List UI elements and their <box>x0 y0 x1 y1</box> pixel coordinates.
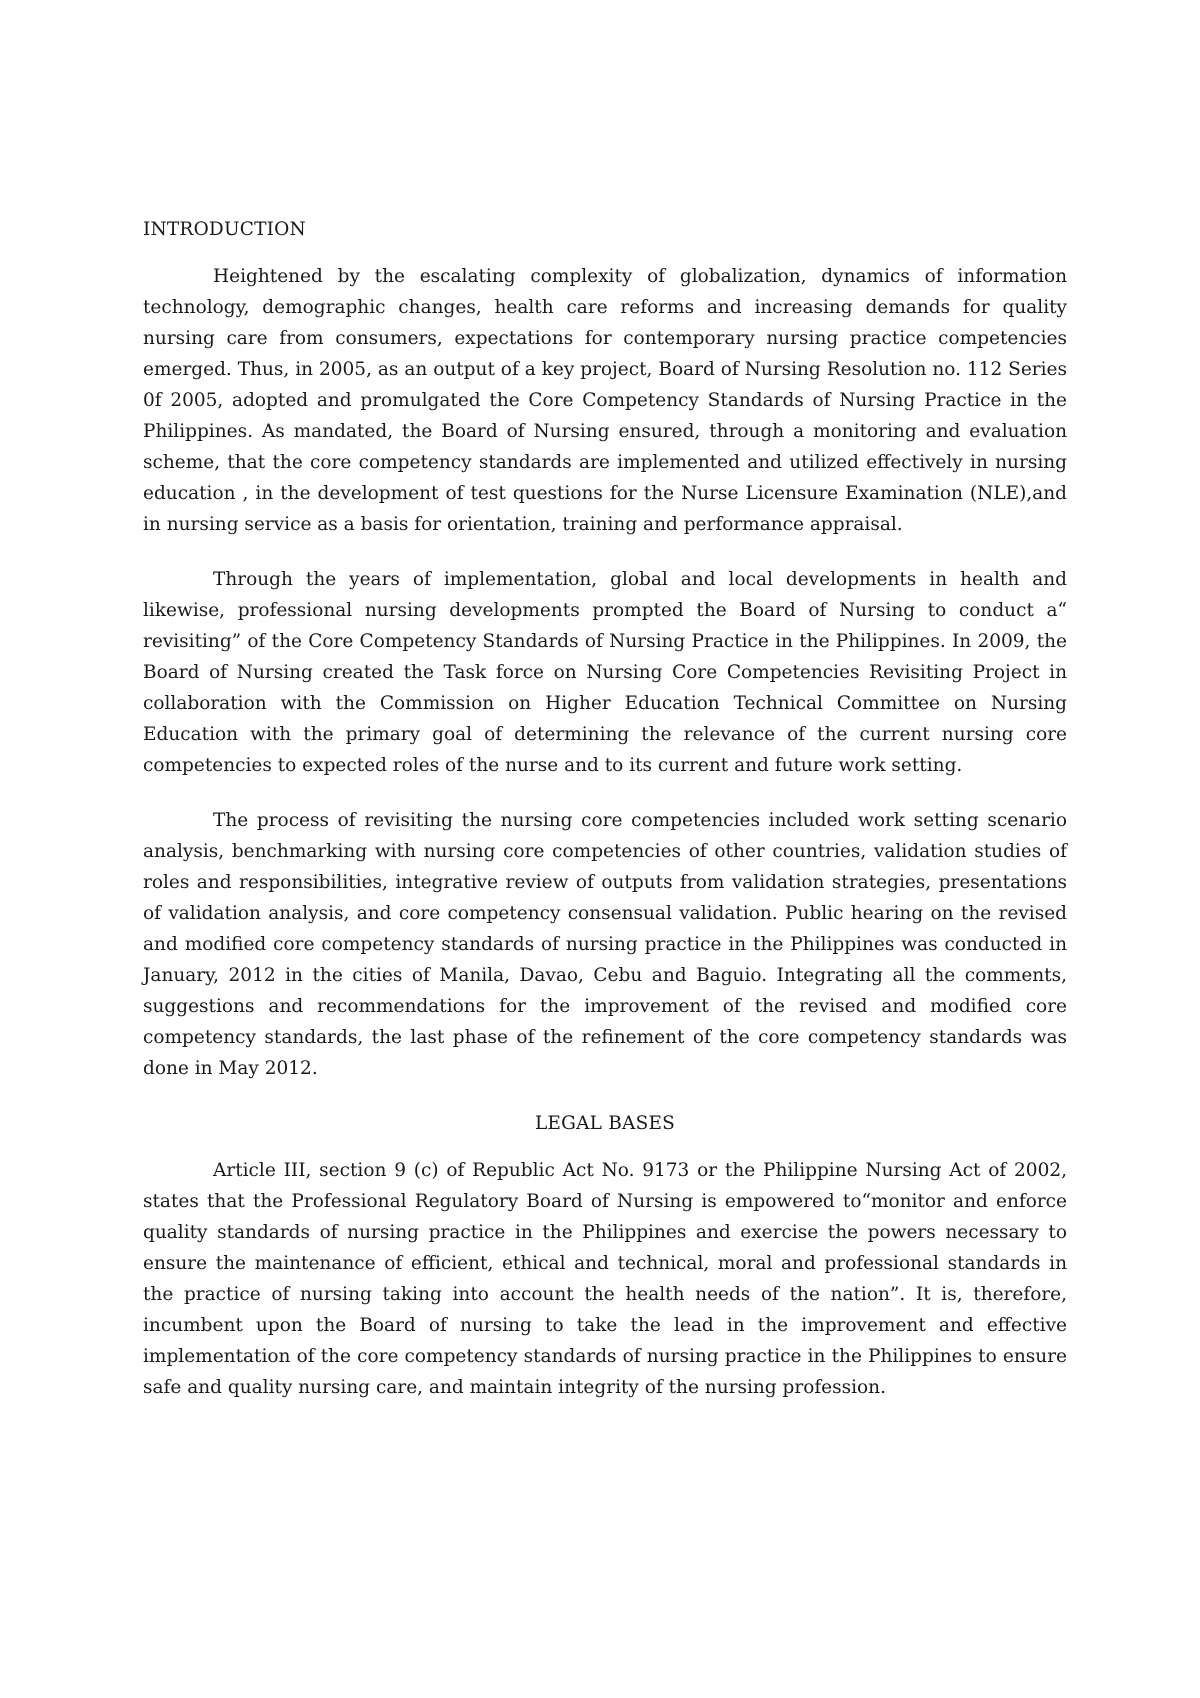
intro-paragraph-2: Through the years of implementation, global and local developments in health and likewise, professional nursing developments prompted the Board of Nursing to conduct a“ revisiting” of the Core Competency Standards of Nursing Practice in the Philippines. In 2009, the Board of Nursing created the Task force on Nursing Core Competencies Revisiting Project in collaboration with the Commission on Higher Education Technical Committee on Nursing Education with the primary goal of determining the relevance of the current nursing core competencies to expected roles of the nurse and to its current and future work setting. <box>143 569 1067 776</box>
document-page <box>143 214 1067 1427</box>
intro-paragraph-3: The process of revisiting the nursing core competencies included work setting scenario analysis, benchmarking with nursing core competencies of other countries, validation studies of roles and responsibilities, integrative review of outputs from validation strategies, presentations of validation analysis, and core competency consensual validation. Public hearing on the revised and modified core competency standards of nursing practice in the Philippines was conducted in January, 2012 in the cities of Manila, Davao, Cebu and Baguio. Integrating all the comments, suggestions and recommendations for the improvement of the revised and modified core competency standards, the last phase of the refinement of the core competency standards was done in May 2012. <box>143 810 1067 1079</box>
legal-bases-heading: LEGAL BASES <box>534 1113 676 1134</box>
introduction-heading: INTRODUCTION <box>143 219 306 240</box>
intro-paragraph-1: Heightened by the escalating complexity of globalization, dynamics of information technology, demographic changes, health care reforms and increasing demands for quality nursing care from consumers, expectations for contemporary nursing practice competencies emerged. Thus, in 2005, as an output of a key project, Board of Nursing Resolution no. 112 Series 0f 2005, adopted and promulgated the Core Competency Standards of Nursing Practice in the Philippines. As mandated, the Board of Nursing ensured, through a monitoring and evaluation scheme, that the core competency standards are implemented and utilized effectively in nursing education , in the development of test questions for the Nurse Licensure Examination (NLE),and in nursing service as a basis for orientation, training and performance appraisal. <box>143 266 1067 535</box>
legal-bases-paragraph: Article III, section 9 (c) of Republic Act No. 9173 or the Philippine Nursing Act of 2002, states that the Professional Regulatory Board of Nursing is empowered to“monitor and enforce quality standards of nursing practice in the Philippines and exercise the powers necessary to ensure the maintenance of efficient, ethical and technical, moral and professional standards in the practice of nursing taking into account the health needs of the nation”. It is, therefore, incumbent upon the Board of nursing to take the lead in the improvement and effective implementation of the core competency standards of nursing practice in the Philippines to ensure safe and quality nursing care, and maintain integrity of the nursing profession. <box>143 1160 1067 1398</box>
